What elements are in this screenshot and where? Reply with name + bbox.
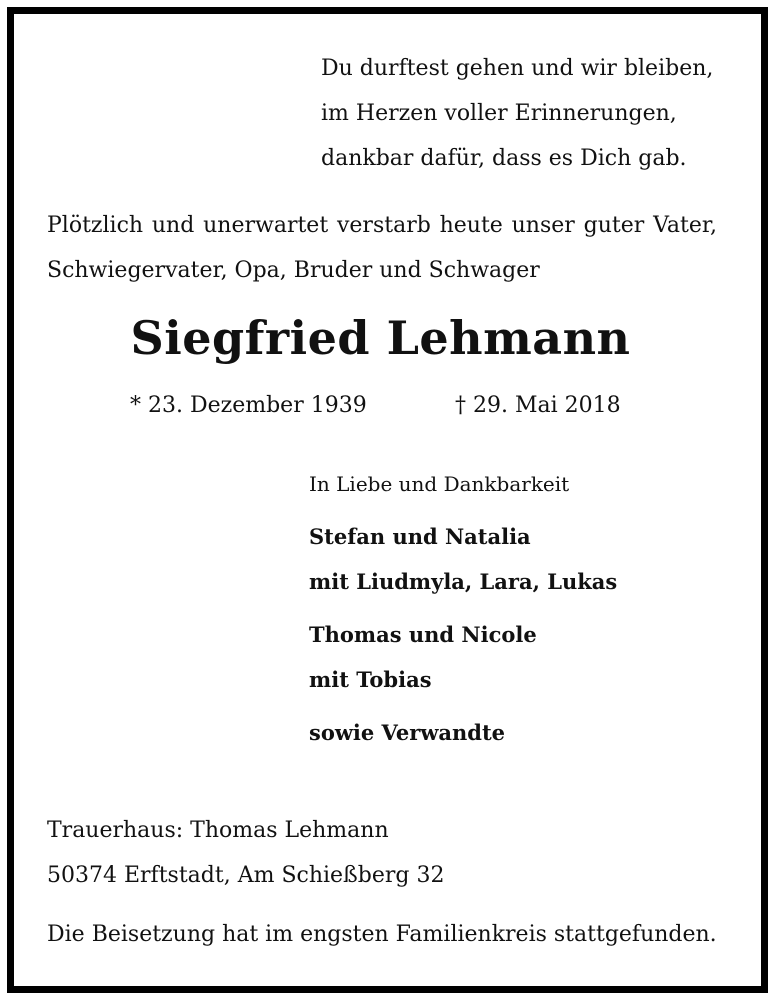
family-group [309, 514, 617, 604]
death-date: † 29. Mai 2018 [455, 393, 621, 418]
funeral-note: Die Beisetzung hat im engsten Familienkreis stattgefunden. [47, 922, 717, 947]
family-line: sowie Verwandte [309, 720, 506, 745]
family-line: Thomas und Nicole [309, 622, 537, 647]
poem [321, 46, 713, 181]
family-line: Stefan und Natalia [309, 524, 531, 549]
address-line: Trauerhaus: Thomas Lehmann [47, 818, 389, 843]
poem-line: im Herzen voller Erinnerungen, [321, 101, 677, 126]
family-line: mit Liudmyla, Lara, Lukas [309, 569, 618, 594]
family-group [309, 612, 617, 702]
deceased-name: Siegfried Lehmann [130, 311, 631, 365]
poem-line: dankbar dafür, dass es Dich gab. [321, 146, 687, 171]
mourning-house-address [47, 808, 444, 898]
announcement-line: Plötzlich und unerwartet verstarb heute unser guter Vater, [47, 213, 717, 238]
family-line: mit Tobias [309, 667, 432, 692]
address-line: 50374 Erftstadt, Am Schießberg 32 [47, 863, 445, 888]
mourners-greeting: In Liebe und Dankbarkeit [309, 472, 570, 496]
poem-line: Du durftest gehen und wir bleiben, [321, 56, 714, 81]
birth-date: * 23. Dezember 1939 [130, 393, 367, 418]
mourners [309, 464, 617, 763]
announcement-line: Schwiegervater, Opa, Bruder und Schwager [47, 258, 540, 283]
death-announcement [47, 203, 717, 293]
family-group [309, 710, 617, 755]
